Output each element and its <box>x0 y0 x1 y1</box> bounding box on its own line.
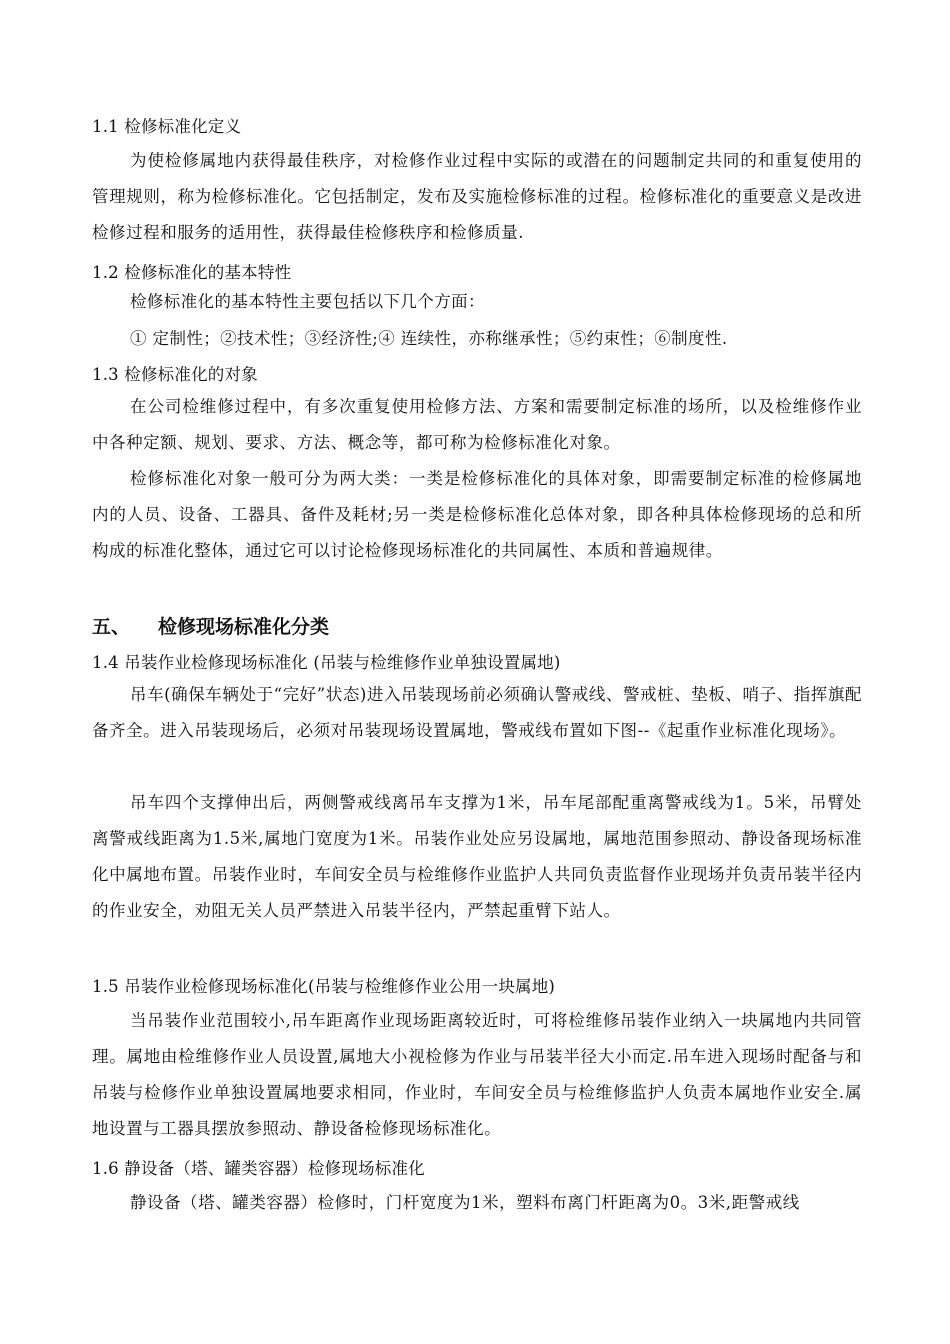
section-1-6-paragraph: 静设备（塔、罐类容器）检修时，门杆宽度为1米，塑料布离门杆距离为0。3米,距警戒线 <box>130 1193 800 1212</box>
section-1-1-paragraph: 为使检修属地内获得最佳秩序，对检修作业过程中实际的或潜在的问题制定共同的和重复使用的管理规则，称为检修标准化。它包括制定，发布及实施检修标准的过程。检修标准化的重要意义是改进检修过程和服务的适用性，获得最佳检修秩序和检修质量. <box>92 151 862 242</box>
section-1-2-characteristics-list: ① 定制性；②技术性；③经济性;④ 连续性，亦称继承性；⑤约束性；⑥制度性. <box>130 329 728 348</box>
section-1-2-heading: 1.2 检修标准化的基本特性 <box>92 263 292 282</box>
section-1-5-heading: 1.5 吊装作业检修现场标准化(吊装与检维修作业公用一块属地) <box>92 977 556 996</box>
section-1-4-paragraph-1: 吊车(确保车辆处于“完好”状态)进入吊装现场前必须确认警戒线、警戒桩、垫板、哨子、指挥旗配备齐全。进入吊装现场后，必须对吊装现场设置属地，警戒线布置如下图--《起重作业标准化现场》。 <box>92 685 862 740</box>
section-5-heading <box>92 614 329 640</box>
section-1-4-heading: 1.4 吊装作业检修现场标准化 (吊装与检维修作业单独设置属地) <box>92 653 561 672</box>
section-1-3-heading: 1.3 检修标准化的对象 <box>92 365 258 384</box>
section-1-5-paragraph: 当吊装作业范围较小,吊车距离作业现场距离较近时，可将检维修吊装作业纳入一块属地内共同管理。属地由检维修作业人员设置,属地大小视检修为作业与吊装半径大小而定.吊车进入现场时配备与和吊装与检修作业单独设置属地要求相同，作业时，车间安全员与检维修监护人负责本属地作业安全.属地设置与工器具摆放参照动、静设备检修现场标准化。 <box>92 1011 862 1138</box>
section-1-2-paragraph: 检修标准化的基本特性主要包括以下几个方面： <box>130 292 485 311</box>
section-1-6-heading: 1.6 静设备（塔、罐类容器）检修现场标准化 <box>92 1159 425 1178</box>
section-5-number: 五、 <box>92 616 131 638</box>
section-1-4-paragraph-2: 吊车四个支撑伸出后，两侧警戒线离吊车支撑为1米，吊车尾部配重离警戒线为1。5米，吊臂处离警戒线距离为1.5米,属地门宽度为1米。吊装作业处应另设属地，属地范围参照动、静设备现场标准化中属地布置。吊装作业时，车间安全员与检维修作业监护人共同负责监督作业现场并负责吊装半径内的作业安全，劝阻无关人员严禁进入吊装半径内，严禁起重臂下站人。 <box>92 793 862 920</box>
section-1-3-paragraph-2: 检修标准化对象一般可分为两大类：一类是检修标准化的具体对象，即需要制定标准的检修属地内的人员、设备、工器具、备件及耗材;另一类是检修标准化总体对象，即各种具体检修现场的总和所构成的标准化整体，通过它可以讨论检修现场标准化的共同属性、本质和普遍规律。 <box>92 469 862 560</box>
section-1-3-paragraph-1: 在公司检维修过程中，有多次重复使用检修方法、方案和需要制定标准的场所，以及检维修作业中各种定额、规划、要求、方法、概念等，都可称为检修标准化对象。 <box>92 397 862 452</box>
section-1-1-heading: 1.1 检修标准化定义 <box>92 117 242 136</box>
section-5-title: 检修现场标准化分类 <box>158 616 330 638</box>
